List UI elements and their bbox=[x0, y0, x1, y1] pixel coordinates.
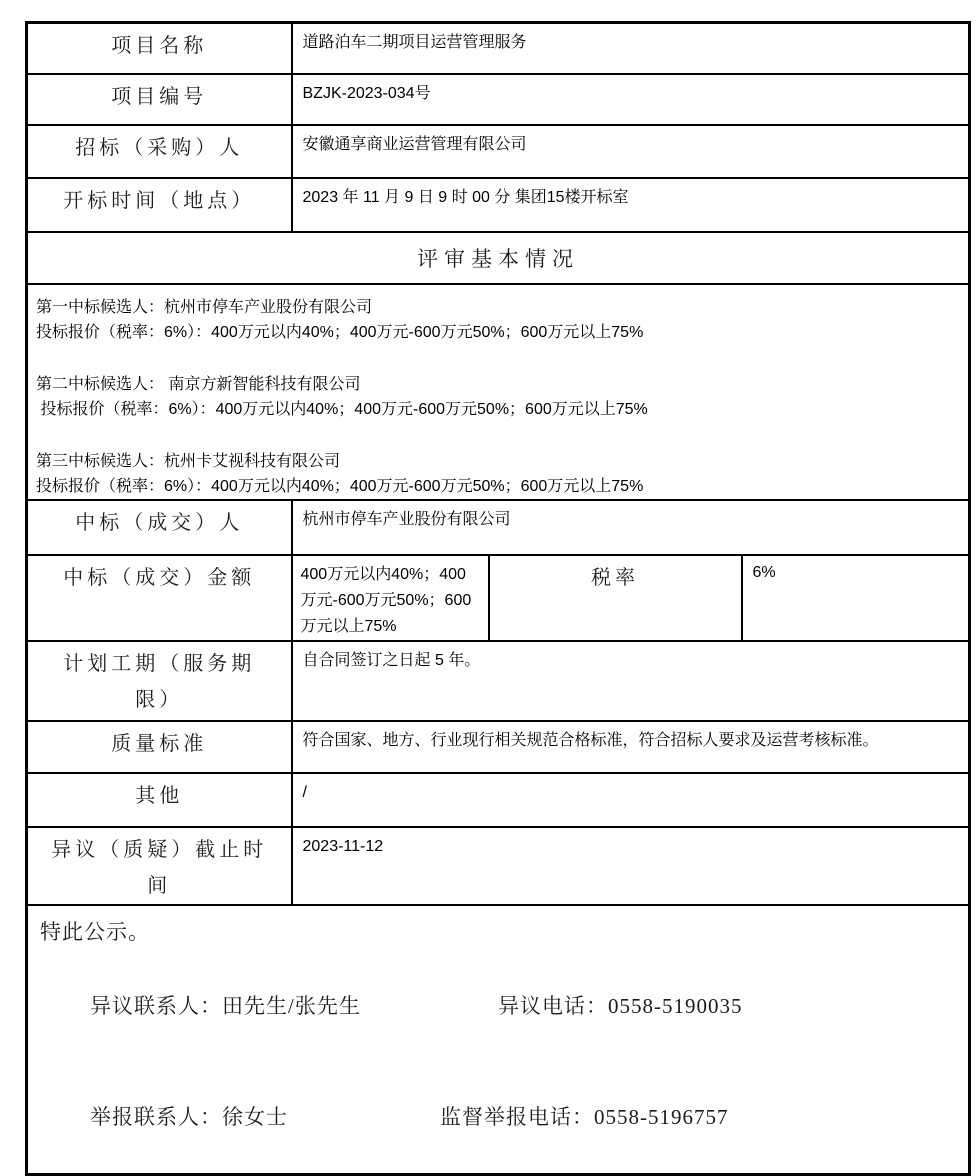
candidate-1 bbox=[36, 295, 956, 345]
table-row bbox=[27, 500, 970, 555]
table-row bbox=[27, 827, 970, 905]
table-row bbox=[27, 641, 970, 721]
table-row bbox=[27, 555, 970, 641]
winner-value: 杭州市停车产业股份有限公司 bbox=[292, 500, 970, 555]
bid-award-publicity-table bbox=[25, 21, 971, 1176]
quality-standard-label: 质量标准 bbox=[27, 721, 292, 773]
table-row bbox=[27, 23, 970, 74]
other-label: 其他 bbox=[27, 773, 292, 827]
bid-opening-label: 开标时间（地点） bbox=[27, 178, 292, 232]
project-name-value: 道路泊车二期项目运营管理服务 bbox=[292, 23, 970, 74]
winner-label: 中标（成交）人 bbox=[27, 500, 292, 555]
candidate-1-price: 投标报价（税率：6%）：400万元以内40%；400万元-600万元50%；600万元以上75% bbox=[36, 323, 644, 341]
candidate-2-price: 投标报价（税率：6%）：400万元以内40%；400万元-600万元50%；600万元以上75% bbox=[36, 400, 648, 418]
project-number-label: 项目编号 bbox=[27, 74, 292, 125]
purchaser-label: 招标（采购）人 bbox=[27, 125, 292, 178]
candidate-3 bbox=[36, 449, 956, 499]
award-amount-label: 中标（成交）金额 bbox=[27, 555, 292, 641]
table-row bbox=[27, 125, 970, 178]
objection-contact: 异议联系人：田先生/张先生 bbox=[90, 993, 361, 1018]
candidate-2-name: 第二中标候选人： 南京方新智能科技有限公司 bbox=[36, 375, 361, 393]
objection-contact-line bbox=[40, 951, 954, 1062]
publicity-notice: 特此公示。 bbox=[40, 919, 150, 944]
objection-deadline-label: 异议（质疑）截止时间 bbox=[27, 827, 292, 905]
other-value: / bbox=[292, 773, 970, 827]
candidate-1-name: 第一中标候选人：杭州市停车产业股份有限公司 bbox=[36, 298, 373, 316]
table-row bbox=[27, 905, 970, 1175]
report-contact: 举报联系人：徐女士 bbox=[90, 1104, 288, 1129]
project-name-label: 项目名称 bbox=[27, 23, 292, 74]
award-amount-value: 400万元以内40%；400万元-600万元50%；600万元以上75% bbox=[292, 555, 489, 641]
table-row bbox=[27, 232, 970, 284]
tax-rate-value: 6% bbox=[742, 555, 970, 641]
report-contact-line bbox=[40, 1062, 954, 1173]
service-period-label: 计划工期（服务期限） bbox=[27, 641, 292, 721]
report-phone: 监督举报电话：0558-5196757 bbox=[440, 1104, 729, 1129]
project-number-value: BZJK-2023-034号 bbox=[292, 74, 970, 125]
candidate-3-price: 投标报价（税率：6%）：400万元以内40%；400万元-600万元50%；600万元以上75% bbox=[36, 477, 644, 495]
review-section-body bbox=[27, 284, 970, 500]
quality-standard-value: 符合国家、地方、行业现行相关规范合格标准，符合招标人要求及运营考核标准。 bbox=[292, 721, 970, 773]
table-row bbox=[27, 284, 970, 500]
purchaser-value: 安徽通享商业运营管理有限公司 bbox=[292, 125, 970, 178]
footer-section bbox=[27, 905, 970, 1175]
service-period-value: 自合同签订之日起 5 年。 bbox=[292, 641, 970, 721]
objection-deadline-value: 2023-11-12 bbox=[292, 827, 970, 905]
tax-rate-label: 税率 bbox=[489, 555, 742, 641]
table-row bbox=[27, 178, 970, 232]
table-row bbox=[27, 773, 970, 827]
candidate-2 bbox=[36, 372, 956, 422]
table-row bbox=[27, 721, 970, 773]
candidate-3-name: 第三中标候选人：杭州卡艾视科技有限公司 bbox=[36, 452, 341, 470]
table-row bbox=[27, 74, 970, 125]
objection-phone: 异议电话：0558-5190035 bbox=[498, 993, 743, 1018]
bid-opening-value: 2023 年 11 月 9 日 9 时 00 分 集团15楼开标室 bbox=[292, 178, 970, 232]
review-section-title: 评审基本情况 bbox=[27, 232, 970, 284]
